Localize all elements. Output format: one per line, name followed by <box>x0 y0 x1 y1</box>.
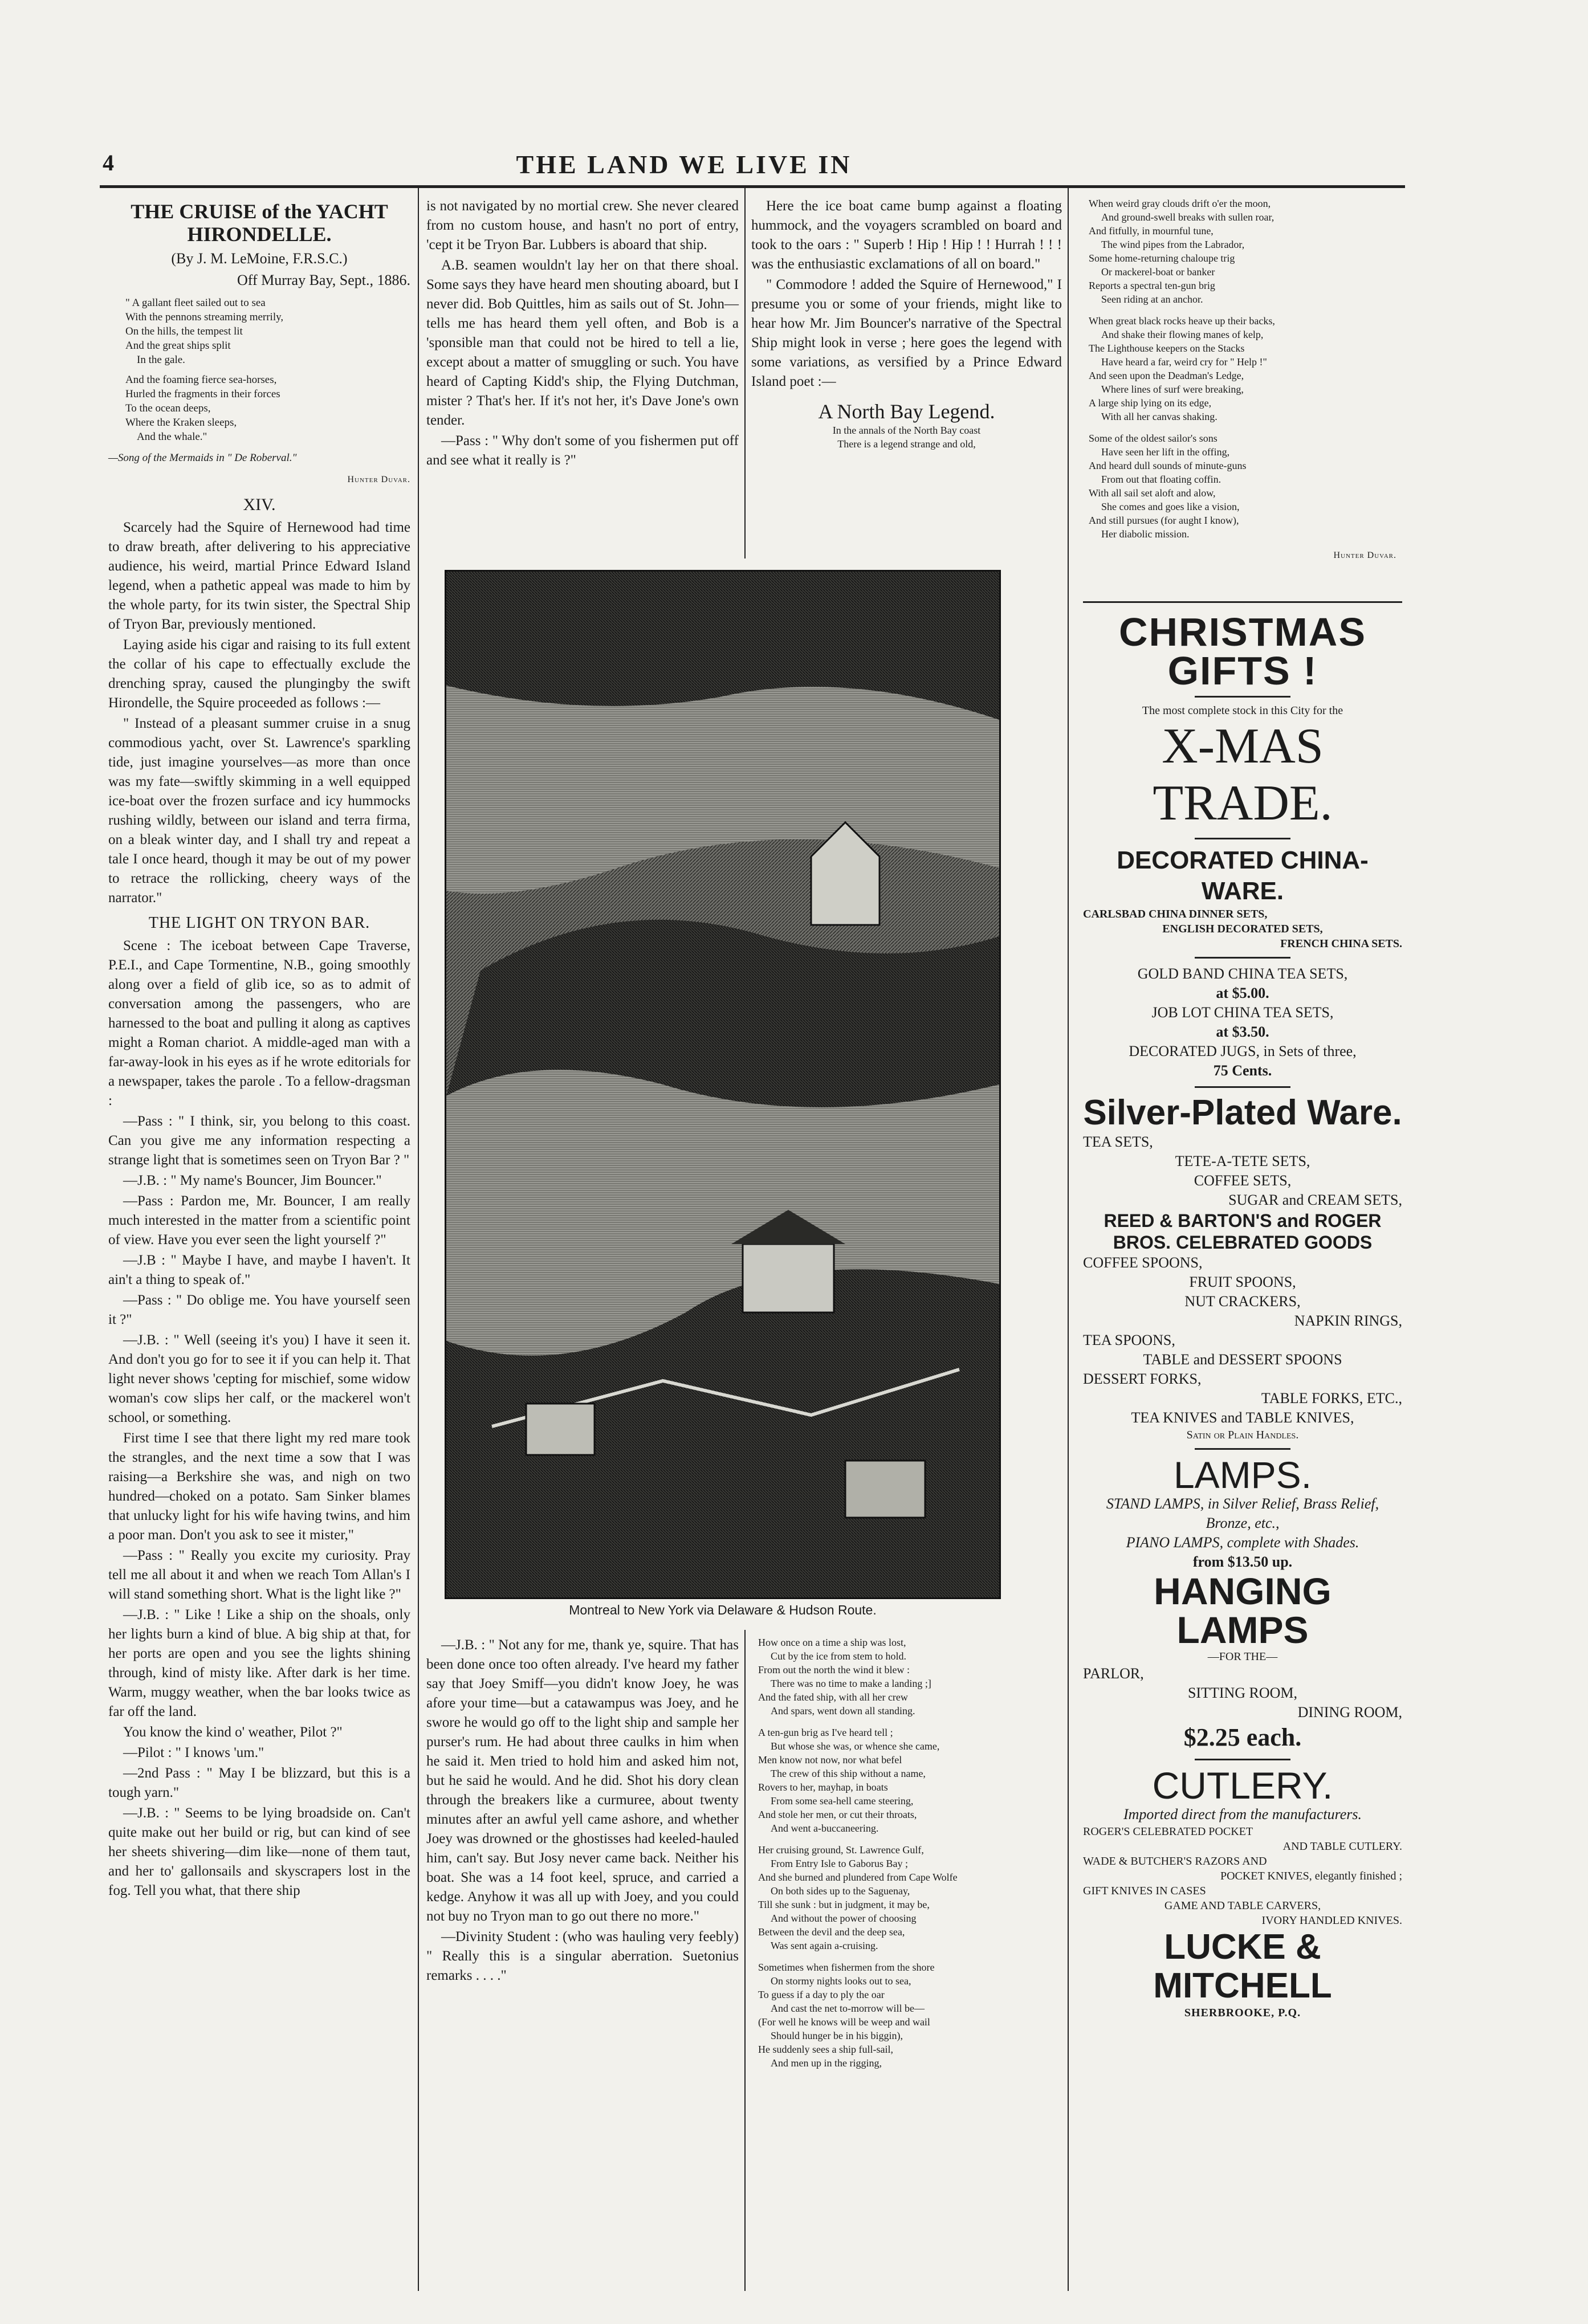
engraving-picture <box>446 572 999 1597</box>
ad-china-heading: DECORATED CHINA-WARE. <box>1117 846 1369 905</box>
chapter-number: XIV. <box>243 495 276 514</box>
poem-line: Have heard a far, weird cry for " Help !" <box>1101 356 1267 368</box>
ad-xmas: X-MAS TRADE. <box>1153 719 1333 831</box>
ad-china-line: CARLSBAD CHINA DINNER SETS, <box>1083 908 1268 920</box>
epigraph <box>125 296 410 444</box>
paragraph: —Divinity Student : (who was hauling very feebly) " Really this is a singular aberration. Suetonius remarks . . . ." <box>426 1929 739 1983</box>
ad-cutlery-line: IVORY HANDLED KNIVES. <box>1261 1914 1402 1927</box>
poem-line: From out that floating coffin. <box>1101 474 1221 485</box>
epigraph-source: —Song of the Mermaids in " De Roberval." <box>108 452 297 464</box>
ad-price: $2.25 each. <box>1183 1723 1302 1751</box>
ad-brands: REED & BARTON'S and ROGER BROS. CELEBRATED GOODS <box>1104 1210 1382 1253</box>
poem-line: Some of the oldest sailor's sons <box>1089 433 1218 444</box>
ad-for-the: —FOR THE— <box>1207 1650 1278 1663</box>
ad-spoon-line: COFFEE SPOONS, <box>1083 1254 1203 1271</box>
ad-town: SHERBROOKE, P.Q. <box>1184 2007 1301 2019</box>
ad-silver-heading: Silver-Plated Ware. <box>1083 1093 1402 1132</box>
epigraph-line: With the pennons streaming merrily, <box>125 311 284 323</box>
ad-price: at $5.00. <box>1216 985 1269 1001</box>
ad-tea-sets: GOLD BAND CHINA TEA SETS, <box>1137 965 1348 982</box>
paragraph: is not navigated by no mortial crew. She never cleared from no custom house, and hasn't no port of entry, 'cept it be Tryon Bar. Lubbers is aboard that ship. <box>426 198 739 252</box>
poem-line: Or mackerel-boat or banker <box>1101 266 1215 278</box>
column-divider <box>744 188 746 558</box>
poem-line: Sometimes when fishermen from the shore <box>758 1962 935 1973</box>
ad-cutlery-line: WADE & BUTCHER'S RAZORS AND <box>1083 1855 1267 1868</box>
article-column-1 <box>108 197 410 1902</box>
poem-title: A North Bay Legend. <box>818 400 995 423</box>
epigraph-line: Where the Kraken sleeps, <box>125 417 237 429</box>
ad-spoon-line: DESSERT FORKS, <box>1083 1371 1202 1387</box>
ad-spoon-line: FRUIT SPOONS, <box>1189 1274 1296 1290</box>
ad-hanging-heading: HANGING LAMPS <box>1154 1570 1332 1651</box>
ad-silver-line: TEA SETS, <box>1083 1134 1153 1150</box>
paragraph: You know the kind o' weather, Pilot ?" <box>123 1724 343 1740</box>
poem-line: There was no time to make a landing ;] <box>771 1678 931 1689</box>
poem-line: And heard dull sounds of minute-guns <box>1089 460 1247 471</box>
poem-line: And fitfully, in mournful tune, <box>1089 225 1214 237</box>
epigraph-line: To the ocean deeps, <box>125 402 211 414</box>
poem-line: And she burned and plundered from Cape Wolfe <box>758 1872 958 1883</box>
epigraph-line: And the whale." <box>137 431 207 443</box>
ad-cutlery-line: ROGER'S CELEBRATED POCKET <box>1083 1825 1253 1838</box>
poem-line: And still pursues (for aught I know), <box>1089 515 1239 526</box>
ad-silver-line: COFFEE SETS, <box>1194 1172 1292 1189</box>
epigraph-line: On the hills, the tempest lit <box>125 325 243 337</box>
article-column-2 <box>426 197 739 471</box>
paragraph: —J.B. : " Seems to be lying broadside on. Can't quite make out her build or rig, but can kind of see her sheets shivering—dim like—none of them taut, and her to' gallonsails and skyscrapers lost in the fog. Tell you what, that there ship <box>108 1805 410 1898</box>
ad-room: DINING ROOM, <box>1297 1704 1402 1720</box>
poem-line: From out the north the wind it blew : <box>758 1664 910 1675</box>
poem-stanza <box>758 1960 1060 2070</box>
paragraph: —2nd Pass : " May I be blizzard, but this is a tough yarn." <box>108 1766 410 1800</box>
poem-intro <box>751 423 1062 451</box>
poem-line: And without the power of choosing <box>771 1913 917 1924</box>
poem-stanza <box>1089 431 1396 541</box>
poem-line: Was sent again a-cruising. <box>771 1940 878 1951</box>
poem-line: And men up in the rigging, <box>771 2057 882 2069</box>
ad-firm-name: LUCKE & MITCHELL <box>1153 1927 1332 2005</box>
paragraph: —J.B : " Maybe I have, and maybe I haven't. It ain't a thing to speak of." <box>108 1253 410 1287</box>
poem-stanza <box>758 1726 1060 1835</box>
poem-line: A ten-gun brig as I've heard tell ; <box>758 1727 893 1738</box>
ad-spoon-line: TEA KNIVES and TABLE KNIVES, <box>1131 1409 1354 1426</box>
poem-line: Where lines of surf were breaking, <box>1101 384 1244 395</box>
paragraph: " Instead of a pleasant summer cruise in a snug commodious yacht, over St. Lawrence's sparkling tide, just imagine yourselves—as more than once was my fate—swiftly skimming in a well equipped ice-boat over the frozen surface and icy hummocks rushing wildly, between our island and terra firma, on a bleak winter day, and I shall try and repeat a tale I once heard, though it may be out of my power to retrace the rollicking, cheery ways of the narrator." <box>108 716 410 906</box>
advertisement <box>1083 610 1402 2020</box>
ad-spoon-line: TABLE FORKS, ETC., <box>1261 1390 1402 1406</box>
poem-line: Have seen her lift in the offing, <box>1101 446 1230 458</box>
paragraph: —Pass : " Why don't some of you fishermen put off and see what it really is ?" <box>426 433 739 468</box>
ad-spoon-line: Satin or Plain Handles. <box>1186 1429 1299 1441</box>
poem-line: From some sea-hell came steering, <box>771 1795 914 1807</box>
ad-cutlery-line: AND TABLE CUTLERY. <box>1282 1840 1402 1853</box>
ad-cutlery-line: POCKET KNIVES, elegantly finished ; <box>1220 1870 1402 1882</box>
poem-line: On both sides up to the Saguenay, <box>771 1885 910 1897</box>
ad-tagline: The most complete stock in this City for the <box>1142 704 1343 717</box>
paragraph: Scene : The iceboat between Cape Traverse, P.E.I., and Cape Tormentine, N.B., going smoothly along over a field of glib ice, so as to admit of conversation among the passengers, who are harnessed to the boat and pulling it along as captives might a Roman chariot. A middle-aged man with a far-away-look in his eyes as if he wrote editorials for a newspaper, takes the parole . To a fellow-dragsman : <box>108 938 410 1108</box>
ad-imported: Imported direct from the manufacturers. <box>1123 1806 1362 1822</box>
ad-cutlery-heading: CUTLERY. <box>1152 1764 1333 1807</box>
ad-china-line: FRENCH CHINA SETS. <box>1280 937 1402 950</box>
poem-line: Her diabolic mission. <box>1101 528 1190 540</box>
column-divider <box>1068 188 1069 2291</box>
epigraph-author: Hunter Duvar. <box>347 475 410 484</box>
section-heading: THE LIGHT ON TRYON BAR. <box>148 914 370 932</box>
ad-silver-line: SUGAR and CREAM SETS, <box>1228 1192 1402 1208</box>
poem-line: The Lighthouse keepers on the Stacks <box>1089 343 1245 354</box>
poem-line: Seen riding at an anchor. <box>1101 293 1203 305</box>
epigraph-line: Hurled the fragments in their forces <box>125 388 280 400</box>
poem-line: Cut by the ice from stem to hold. <box>771 1650 906 1662</box>
ad-price: from $13.50 up. <box>1192 1554 1293 1570</box>
poem-line: A large ship lying on its edge, <box>1089 397 1212 409</box>
poem-line: How once on a time a ship was lost, <box>758 1637 906 1648</box>
ad-stand-lamps: STAND LAMPS, in Silver Relief, Brass Relief, Bronze, etc., <box>1106 1495 1379 1531</box>
engraving-illustration <box>445 570 1001 1599</box>
ad-silver-line: TETE-A-TETE SETS, <box>1175 1153 1310 1169</box>
ad-spoon-line: NUT CRACKERS, <box>1184 1293 1301 1310</box>
ad-headline: CHRISTMAS GIFTS ! <box>1118 610 1367 693</box>
ad-jugs: DECORATED JUGS, in Sets of three, <box>1129 1043 1357 1059</box>
article-column-2-continued <box>426 1636 739 1987</box>
poem-line: Her cruising ground, St. Lawrence Gulf, <box>758 1844 924 1856</box>
column-divider <box>418 188 419 2291</box>
poem-line: The wind pipes from the Labrador, <box>1101 239 1245 250</box>
paragraph: " Commodore ! added the Squire of Hernewood," I presume you or some of your friends, might like to hear how Mr. Jim Bouncer's narrative of the Spectral Ship might look in verse ; here goes the legend with some variations, as versified by a Prince Edward Island poet :— <box>751 277 1062 389</box>
paragraph: —J.B. : " Like ! Like a ship on the shoals, only her lights burn a kind of blue. A big ship at that, for her ports are open and you see the lights shining through, kind of misty like. After dark is her time. Warm, muggy weather, when the bar looks twice as far off the land. <box>108 1607 410 1719</box>
paragraph: Laying aside his cigar and raising to its full extent the collar of his cape to effectually exclude the drenching spray, caused the plungingby the swift Hirondelle, the Squire proceeded as follows :— <box>108 637 410 711</box>
poem-line: When great black rocks heave up their backs, <box>1089 315 1275 327</box>
poem-stanza <box>1089 197 1396 306</box>
poem-line: From Entry Isle to Gaborus Bay ; <box>771 1858 908 1869</box>
paragraph: —Pass : Pardon me, Mr. Bouncer, I am really much interested in the matter from a scientific point of view. Have you ever seen the light yourself ?" <box>108 1193 410 1247</box>
poem-continued <box>758 1636 1060 2078</box>
poem-line: Reports a spectral ten-gun brig <box>1089 280 1215 291</box>
epigraph-line: " A gallant fleet sailed out to sea <box>125 297 266 309</box>
poem-column-4 <box>1089 197 1396 568</box>
poem-line: And cast the net to-morrow will be— <box>771 2003 925 2014</box>
poem-line: (For well he knows will be weep and wail <box>758 2016 930 2028</box>
paragraph: First time I see that there light my red mare took the strangles, and the next time a sow that I was raising—a Berkshire she was, and nigh on two hundred—choked on a potato. Sam Sinker blames that unlucky light for his wife having twins, and him a poor man. Don't you ask to see it mister," <box>108 1430 410 1543</box>
poem-line: Should hunger be in his biggin), <box>771 2030 903 2041</box>
article-column-3 <box>751 197 1062 451</box>
poem-author: Hunter Duvar. <box>1333 551 1396 560</box>
ad-lamps-heading: LAMPS. <box>1173 1454 1312 1496</box>
paragraph: —Pass : " I think, sir, you belong to this coast. Can you give me any information respecting a strange light that is sometimes seen on Tryon Bar ? " <box>108 1114 410 1168</box>
illustration-caption: Montreal to New York via Delaware & Hudson Route. <box>569 1603 877 1617</box>
epigraph-line: And the great ships split <box>125 340 231 352</box>
ad-piano-lamps: PIANO LAMPS, complete with Shades. <box>1126 1534 1359 1551</box>
masthead: THE LAND WE LIVE IN <box>516 150 852 179</box>
column-divider <box>744 1630 746 2291</box>
poem-line: And seen upon the Deadman's Ledge, <box>1089 370 1244 381</box>
byline: (By J. M. LeMoine, F.R.S.C.) <box>171 250 348 267</box>
poem-line: To guess if a day to ply the oar <box>758 1989 885 2000</box>
poem-line: In the annals of the North Bay coast <box>832 425 981 436</box>
paragraph: —Pilot : " I knows 'um." <box>123 1745 264 1760</box>
poem-line: And ground-swell breaks with sullen roar, <box>1101 211 1275 223</box>
poem-stanza <box>1089 314 1396 423</box>
poem-line: When weird gray clouds drift o'er the moon, <box>1089 198 1271 209</box>
poem-line: And went a-buccaneering. <box>771 1822 879 1834</box>
poem-line: Rovers to her, mayhap, in boats <box>758 1781 888 1793</box>
page-number: 4 <box>103 150 114 176</box>
ad-price: 75 Cents. <box>1213 1062 1272 1079</box>
poem-stanza <box>758 1636 1060 1718</box>
poem-line: And stole her men, or cut their throats, <box>758 1809 917 1820</box>
poem-line: Till she sunk : but in judgment, it may be, <box>758 1899 930 1910</box>
poem-line: There is a legend strange and old, <box>837 438 976 450</box>
poem-line: And shake their flowing manes of kelp, <box>1101 329 1264 340</box>
paragraph: —J.B. : " My name's Bouncer, Jim Bouncer." <box>123 1173 382 1188</box>
epigraph-line: In the gale. <box>137 354 185 366</box>
paragraph: —J.B. : " Not any for me, thank ye, squire. That has been done once too often already. I've heard my father say that Joey Smiff—you didn't know Joey, he was afore your time—but a catawampus was Joey, and he swore he would go off to the light ship and sample her purser's rum. He had about three caulks in him when he said it. Men tried to hold him and asked him not, but he said he would. And he did. Shot his dory clean through the breakers like a curmuree, about twenty minutes after an awful yell came ashore, and whether Joey was drowned or the ghostisses had keeled-hauled him, can't say. But Josy never came back. Neither his boat. She was a 14 foot keel, spruce, and carried a kedge. Anyhow it was all up with Joey, and you could not buy no Tryon man to go out there no more." <box>426 1637 739 1924</box>
poem-line: And spars, went down all standing. <box>771 1705 915 1717</box>
paragraph: —Pass : " Really you excite my curiosity. Pray tell me all about it and when we reach Tom Allan's I will stand something short. What is the light like ?" <box>108 1548 410 1602</box>
column-rule <box>1083 601 1402 603</box>
poem-line: With all her canvas shaking. <box>1101 411 1218 422</box>
poem-line: With all sail set aloft and alow, <box>1089 487 1216 499</box>
poem-line: But whose she was, or whence she came, <box>771 1740 940 1752</box>
ad-room: SITTING ROOM, <box>1187 1685 1298 1701</box>
paragraph: —J.B. : " Well (seeing it's you) I have it seen it. And don't you go for to see it if you can help it. That light never shows 'cepting for mischief, some widow woman's cow slips her calf, or the mackerel won't school, or something. <box>108 1332 410 1425</box>
ad-china-line: ENGLISH DECORATED SETS, <box>1162 923 1323 935</box>
ad-tea-sets: JOB LOT CHINA TEA SETS, <box>1151 1004 1334 1021</box>
ad-price: at $3.50. <box>1216 1024 1269 1040</box>
ad-room: PARLOR, <box>1083 1665 1144 1682</box>
epigraph-line: And the foaming fierce sea-horses, <box>125 374 277 386</box>
paragraph: Scarcely had the Squire of Hernewood had time to draw breath, after delivering to his appreciative audience, his weird, martial Prince Edward Island legend, when a pathetic appeal was made to him by the whole party, for its twin sister, the Spectral Ship of Tryon Bar, previously mentioned. <box>108 520 410 632</box>
poem-line: Men know not now, nor what befel <box>758 1754 902 1766</box>
poem-line: She comes and goes like a vision, <box>1101 501 1240 512</box>
paragraph: —Pass : " Do oblige me. You have yourself seen it ?" <box>108 1293 410 1327</box>
paragraph: A.B. seamen wouldn't lay her on that there shoal. Some says they have heard men shouting aboard, but I never did. Bob Quittles, him as sails out of St. John—tells me has heard them yell often, and Bob is a 'sponsible man that could not be hired to tell a lie, except about a matter of smuggling or such. You have heard of Capting Kidd's ship, the Flying Dutchman, mister ? That's her. If it's not her, it's Dave Jone's own tender. <box>426 258 739 428</box>
ad-spoon-line: TABLE and DESSERT SPOONS <box>1143 1351 1342 1368</box>
poem-line: And the fated ship, with all her crew <box>758 1691 908 1703</box>
poem-line: Some home-returning chaloupe trig <box>1089 252 1235 264</box>
ad-cutlery-line: GIFT KNIVES IN CASES <box>1083 1885 1206 1897</box>
article-title: THE CRUISE of the YACHT HIRONDELLE. <box>131 200 388 246</box>
masthead-rule <box>100 185 1405 188</box>
ad-cutlery-line: GAME AND TABLE CARVERS, <box>1164 1899 1321 1912</box>
dateline: Off Murray Bay, Sept., 1886. <box>237 272 410 288</box>
ad-spoon-line: NAPKIN RINGS, <box>1294 1312 1402 1329</box>
poem-line: The crew of this ship without a name, <box>771 1768 926 1779</box>
paragraph: Here the ice boat came bump against a floating hummock, and the voyagers scrambled on board and took to the oars : " Superb ! Hip ! Hip ! ! Hurrah ! ! ! was the enthusiastic exclamations of all on board." <box>751 198 1062 272</box>
poem-stanza <box>758 1843 1060 1952</box>
ad-spoon-line: TEA SPOONS, <box>1083 1332 1175 1348</box>
poem-line: He suddenly sees a ship full-sail, <box>758 2044 893 2055</box>
poem-line: On stormy nights looks out to sea, <box>771 1975 911 1987</box>
poem-line: Between the devil and the deep sea, <box>758 1926 905 1938</box>
